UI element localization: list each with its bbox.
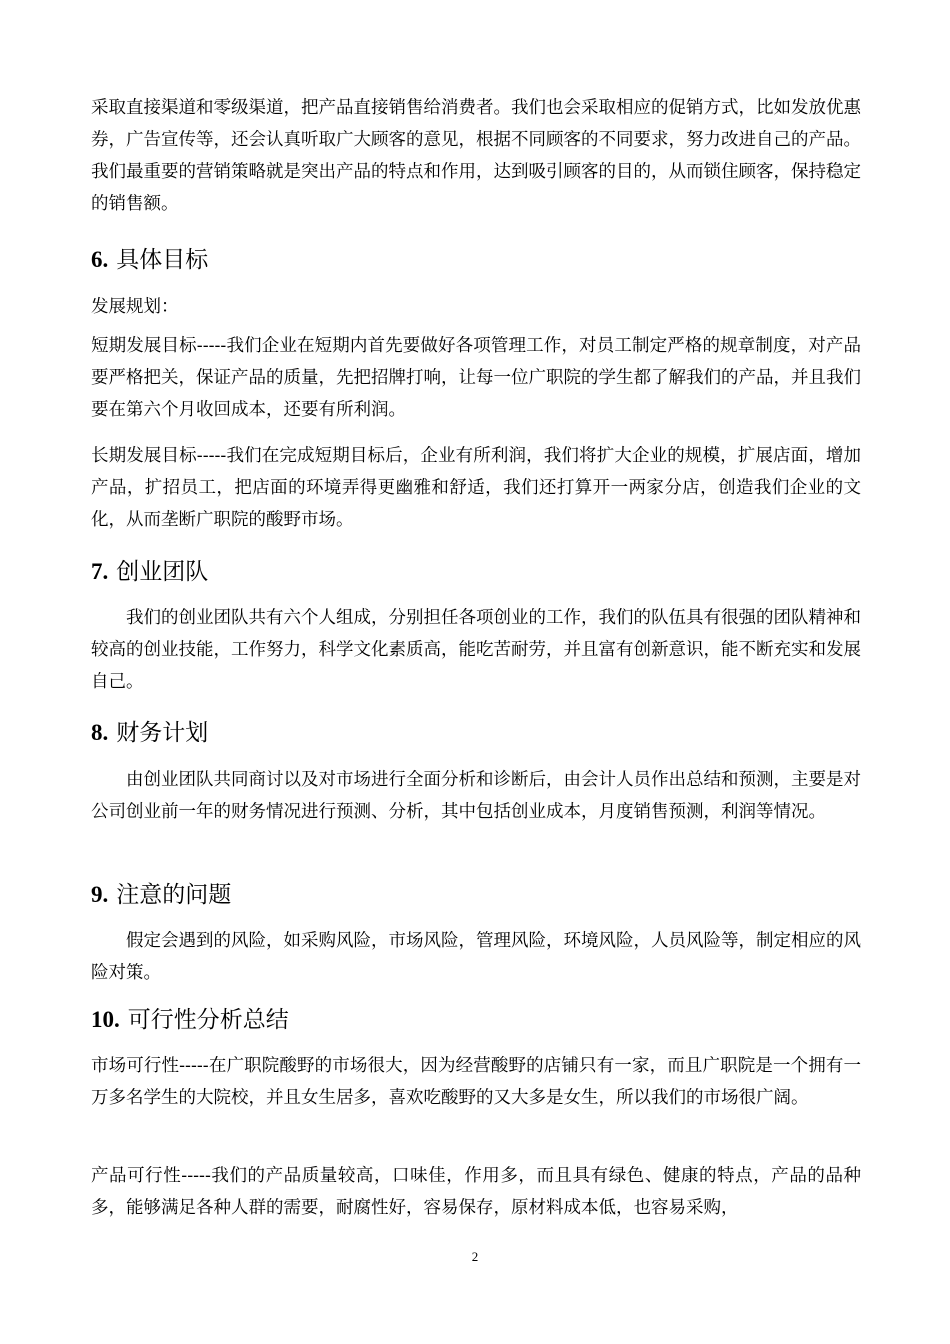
section-8-paragraph-1: 由创业团队共同商讨以及对市场进行全面分析和诊断后，由会计人员作出总结和预测，主要是对公司创业前一年的财务情况进行预测、分析，其中包括创业成本，月度销售预测，利润等情况。 bbox=[91, 770, 861, 822]
section-10-paragraph-1: 市场可行性-----在广职院酸野的市场很大，因为经营酸野的店铺只有一家，而且广职院是一个拥有一万多名学生的大院校，并且女生居多，喜欢吃酸野的又大多是女生，所以我们的市场很广阔。 bbox=[91, 1056, 861, 1108]
section-10-paragraph-2: 产品可行性-----我们的产品质量较高，口味佳，作用多，而且具有绿色、健康的特点，产品的品种多，能够满足各种人群的需要，耐腐性好，容易保存，原材料成本低，也容易采购， bbox=[91, 1166, 861, 1218]
section-heading-6 bbox=[91, 245, 861, 275]
section-title: 具体目标 bbox=[116, 247, 209, 273]
section-7-paragraph-1: 我们的创业团队共有六个人组成，分别担任各项创业的工作，我们的队伍具有很强的团队精神和较高的创业技能，工作努力，科学文化素质高，能吃苦耐劳，并且富有创新意识，能不断充实和发展自己。 bbox=[91, 608, 861, 692]
section-number: 8. bbox=[91, 720, 109, 745]
intro-paragraph: 采取直接渠道和零级渠道，把产品直接销售给消费者。我们也会采取相应的促销方式，比如发放优惠券，广告宣传等，还会认真听取广大顾客的意见，根据不同顾客的不同要求，努力改进自己的产品。我们最重要的营销策略就是突出产品的特点和作用，达到吸引顾客的目的，从而锁住顾客，保持稳定的销售额。 bbox=[91, 98, 861, 214]
section-heading-9 bbox=[91, 880, 861, 910]
section-title: 财务计划 bbox=[116, 720, 209, 746]
section-number: 9. bbox=[91, 882, 109, 907]
section-title: 注意的问题 bbox=[116, 882, 232, 908]
section-title: 可行性分析总结 bbox=[127, 1007, 289, 1033]
section-number: 7. bbox=[91, 559, 109, 584]
section-9-paragraph-1: 假定会遇到的风险，如采购风险，市场风险，管理风险，环境风险，人员风险等，制定相应的风险对策。 bbox=[91, 931, 861, 983]
section-6-paragraph-1: 发展规划： bbox=[91, 297, 179, 317]
section-6-paragraph-3: 长期发展目标-----我们在完成短期目标后，企业有所利润，我们将扩大企业的规模，扩展店面，增加产品，扩招员工，把店面的环境弄得更幽雅和舒适，我们还打算开一两家分店，创造我们企业的文化，从而垄断广职院的酸野市场。 bbox=[91, 446, 861, 530]
section-heading-8 bbox=[91, 718, 861, 748]
section-heading-7 bbox=[91, 557, 861, 587]
section-number: 6. bbox=[91, 247, 109, 272]
section-heading-10 bbox=[91, 1005, 861, 1035]
section-6-paragraph-2: 短期发展目标-----我们企业在短期内首先要做好各项管理工作，对员工制定严格的规章制度，对产品要严格把关，保证产品的质量，先把招牌打响，让每一位广职院的学生都了解我们的产品，并且我们要在第六个月收回成本，还要有所利润。 bbox=[91, 336, 861, 420]
section-title: 创业团队 bbox=[116, 559, 209, 585]
page-number: 2 bbox=[471, 1249, 479, 1264]
section-number: 10. bbox=[91, 1007, 120, 1032]
